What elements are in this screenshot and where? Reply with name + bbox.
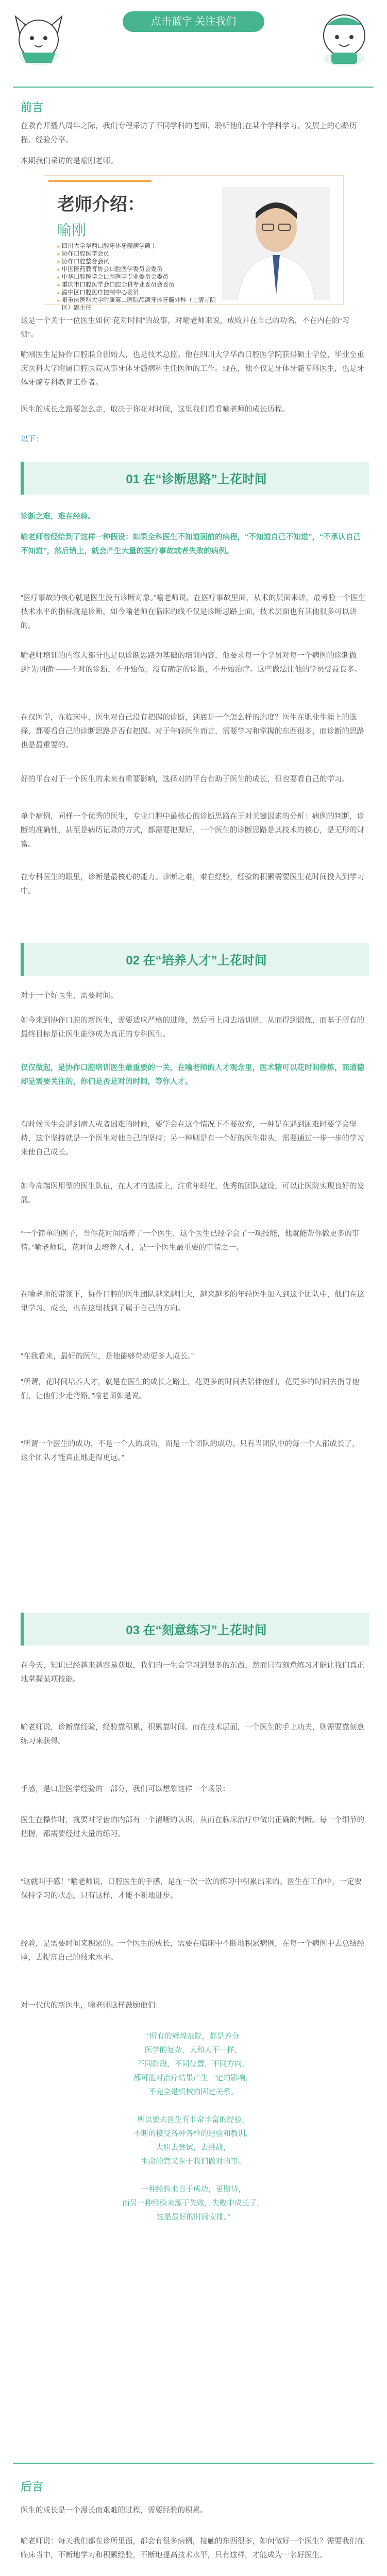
bullet-dot-icon: ■ bbox=[57, 283, 60, 287]
section-2-paragraph-1: 如今来到协作口腔的新医生，需要适应严格的进修，然后再上岗去培训班，从而得到锻炼，而基于所有的最终目标是让医生能够成为真正的专科医生。 bbox=[21, 1016, 364, 1039]
mascot-right-icon bbox=[313, 7, 375, 69]
bullet-dot-icon: ■ bbox=[57, 267, 60, 272]
preface-teacher-line: 本期我们采访的是喻刚老师。 bbox=[21, 157, 118, 165]
poem-line: 大胆去尝试，去挑战， bbox=[156, 2144, 231, 2152]
intro-paragraph-3: 医生的成长之路要怎么走，取决于你花对时间，这里我们看看喻老师的成长历程。 bbox=[21, 405, 290, 414]
header-divider bbox=[13, 87, 374, 88]
section-3-paragraph-2: 喻老师说，诊断靠经验，经验靠积累，积累靠时间。而在技术层面，一个医生的手上功夫，则需要靠刻意练习来获得。 bbox=[21, 1723, 364, 1745]
section-2-paragraph-4: “一个简单的例子，当你花时间培养了一个医生，这个医生已经学会了一项技能，他就能帮你做更多的事情。”喻老师说，花时间去培养人才，是一个医生最重要的事情之一。 bbox=[21, 1230, 360, 1252]
poem-line: 不同阶段，不同位置，不同方向， bbox=[137, 2060, 249, 2069]
teacher-bullet-text: 中国医药教育协会口腔医学委员会委员 bbox=[61, 266, 163, 273]
section-1-paragraph-2: 喻老师培训的内容大部分也是以诊断思路为基础的培训内容，他要求每一个学员对每一个病例的诊断做到“先明确”——不对的诊断，不开始做；没有确定的诊断，不开始治疗。这些做法让他的学员受益良多。 bbox=[21, 652, 362, 674]
poem-line: 一种经验来自于成功，更期待， bbox=[141, 2185, 246, 2194]
poem-line: 医学的复杂，人和人不一样， bbox=[144, 2046, 242, 2055]
intro-paragraph-4: 以下： bbox=[21, 435, 43, 444]
poem-line: 都可能对治疗结果产生一定的影响， bbox=[133, 2074, 253, 2082]
poem-line: 这是最好的时间安排。” bbox=[156, 2213, 230, 2222]
section-3-banner bbox=[21, 1613, 369, 1646]
section-1-paragraph-5: 单个病例，同样一个优秀的医生，专业口腔中最核心的诊断思路在于对关键因素的分析：病例的判断，诊断的准确性，甚至是病历记录的方式，都需要把握好，一个医生的诊断思路是其技术的核心，是无形的财富。 bbox=[21, 812, 364, 849]
section-1-quote: 喻老师曾经给到了这样一种假设：如果全科医生不知道面前的病程，“不知道自己不知道”，“不承认自己不知道”，然后错上，就会产生大量的医疗事故或者失败的病例。 bbox=[21, 533, 361, 555]
teacher-bullet-text: 四川大学华西口腔牙体牙髓病学硕士 bbox=[61, 243, 157, 249]
bullet-dot-icon: ■ bbox=[57, 275, 60, 280]
section-3-paragraph-6: 经验，是需要时间来积累的。一个医生的成长，需要在临床中不断地积累病例，在每一个病例中去总结经验，去提高自己的技术水平。 bbox=[21, 1940, 364, 1962]
teacher-bullet-item bbox=[57, 250, 222, 258]
mascot-left-icon bbox=[10, 6, 67, 68]
teacher-bullet-text: 协作口腔整合会员 bbox=[61, 259, 109, 265]
section-3-paragraph-1: 在今天，知识已经越来越容易获取，我们的一生会学习到很多的东西，然而只有刻意练习才能让我们真正地掌握某项技能。 bbox=[21, 1662, 364, 1684]
teacher-bullet-text: 重庆市口腔医学会口腔全科专业委员会委员 bbox=[61, 282, 175, 288]
end-title: 后言 bbox=[21, 2480, 44, 2493]
section-3-title: 03 在“刻意练习”上花时间 bbox=[126, 1623, 267, 1637]
card-accent-bar bbox=[48, 180, 152, 182]
teacher-bullet-item bbox=[57, 297, 222, 312]
bullet-dot-icon: ■ bbox=[57, 244, 60, 249]
section-3-paragraph-4: 医生在操作时，就要对牙齿的内部有一个清晰的认识，从而在临床治疗中做出正确的判断。每一个细节的把握，都需要经过大量的练习。 bbox=[21, 1816, 364, 1838]
section-3-paragraph-3: 手感，是口腔医学经验的一部分，我们可以想象这样一个场景： bbox=[21, 1785, 230, 1793]
section-1-lead: 诊断之难，难在经验。 bbox=[21, 513, 95, 521]
section-1-banner bbox=[21, 462, 369, 495]
end-paragraph-2: 喻老师说：每天我们都在诊所里面，都会有很多病例，接触的东西很多，如何做好一个医生？需要我们在临床当中，不断地学习和积累经验，不断地提高技术水平，只有这样，才能成为一名好医生。 bbox=[21, 2537, 364, 2560]
teacher-bullet-text: 中华口腔医学会口腔医学专业委员会委员 bbox=[61, 274, 169, 280]
teacher-bullet-item bbox=[57, 243, 222, 250]
intro-paragraph-2: 喻刚医生是协作口腔联合创始人，也是技术总监。他在四川大学华西口腔医学院获得硕士学位，毕业至重庆医科大学附属口腔医院从事牙体牙髓病科主任医师的工作。现在，他不仅是牙体牙髓专科医生，也是牙体牙髓专科教育工作者。 bbox=[21, 351, 364, 387]
bullet-dot-icon: ■ bbox=[57, 260, 60, 264]
preface-title: 前言 bbox=[21, 101, 44, 114]
section-3-paragraph-7: 对一代代的新医生，喻老师这样鼓励他们： bbox=[21, 2002, 163, 2010]
end-divider bbox=[13, 2463, 374, 2464]
section-2-paragraph-3: 如今高端医用型的医生队伍，在人才的选拔上，注重年轻化，优秀的团队建设，可以让医院实现良好的发展。 bbox=[21, 1182, 364, 1205]
section-1-paragraph-1: “医疗事故的核心就是医生没有诊断对象。”喻老师说，在医疗事故里面，从术的层面来讲，最考验一个医生技术水平的指标就是诊断。如今喻老师在临床的线不仅是诊断思路上面，技术层面也有其他很多可以讲的。 bbox=[21, 594, 366, 630]
teacher-bullet-item bbox=[57, 258, 222, 266]
teacher-photo bbox=[222, 187, 330, 300]
intro-paragraph-1: 这是一个关于一位医生如何“花对时间”的故事，对喻老师来说，成败并在自己的功名，不在内在的“习惯”。 bbox=[21, 317, 349, 339]
follow-us-pill[interactable]: 点击蓝字 关注我们 bbox=[123, 11, 264, 32]
poem-line: 而另一种经验来源于失败，失败中成长了， bbox=[122, 2199, 264, 2208]
section-1-title: 01 在“诊断思路”上花时间 bbox=[126, 472, 267, 486]
teacher-bullet-item bbox=[57, 266, 222, 274]
teacher-bullet-item bbox=[57, 289, 222, 297]
section-2-paragraph-2: 有时候医生会遇到病人或者困难的时候，要学会在这个情况下不要放弃，一种是在遇到困难时要学会坚持，这个坚持就是一个医生对他自己的坚持；另一种则是有一个好的医生带头，需要通过一步一步的学习来使自己成长。 bbox=[21, 1121, 364, 1157]
teacher-bullets bbox=[57, 243, 222, 312]
teacher-bullet-item bbox=[57, 274, 222, 281]
teacher-bullet-text: 渝中区口腔医疗控制中心委员 bbox=[61, 290, 139, 296]
section-2-paragraph-6: “在我看来，最好的医生，是他能够带动更多人成长。” bbox=[21, 1352, 194, 1361]
section-2-lead: 对于一个好医生，需要时间。 bbox=[21, 992, 118, 1000]
section-2-banner bbox=[21, 943, 369, 976]
section-1-paragraph-3: 在仅医学，在临床中，医生对自己没有把握的诊断，到底是一个怎么样的态度？医生在职业生涯上的选择，都要看自己的诊断思路是否有把握。对于年轻医生而言，需要学习和掌握的东西很多，而诊断的思路也是最重要的。 bbox=[21, 714, 364, 750]
section-2-quote: 仅仅做起，是协作口腔培训医生最重要的一关，在喻老师的人才观念里，医术精可以花时间修炼，而道德却是需要关注的，你们是否是对的时间，等你人才。 bbox=[21, 1064, 364, 1086]
poem-block bbox=[98, 2030, 289, 2225]
teacher-bullet-item bbox=[57, 281, 222, 289]
header bbox=[0, 0, 387, 88]
section-2-title: 02 在“培养人才”上花时间 bbox=[126, 954, 267, 968]
section-1-paragraph-6: 在专科医生的眼里，诊断是最核心的能力。诊断之难，难在经验，经验的积累需要医生花时间投入到学习中。 bbox=[21, 873, 364, 895]
section-2-paragraph-5: 在喻老师的带领下，协作口腔的医生团队越来越壮大，越来越多的年轻医生加入到这个团队中，他们在这里学习、成长，也在这里找到了属于自己的方向。 bbox=[21, 1291, 364, 1313]
poem-line: 生命的意义在于我们做对的事。 bbox=[141, 2158, 246, 2166]
section-2-paragraph-7: “所谓，花时间培养人才，就是在医生的成长之路上，花更多的时间去陪伴他们，花更多的时间去指导他们，让他们少走弯路。”喻老师如是说。 bbox=[21, 1378, 360, 1400]
card-heading: 老师介绍： bbox=[57, 195, 145, 214]
poem-line: 不完全是机械的固定关系。 bbox=[148, 2088, 238, 2096]
section-1-paragraph-4: 好的平台对于一个医生的未来有重要影响，选择对的平台有助于医生的成长，但也要看自己的学习。 bbox=[21, 775, 349, 784]
poem-line bbox=[98, 2099, 289, 2113]
poem-line: 所以要去医生有非常丰富的经验， bbox=[137, 2116, 249, 2124]
teacher-name: 喻刚 bbox=[57, 222, 87, 238]
bullet-dot-icon: ■ bbox=[57, 291, 60, 295]
teacher-card bbox=[44, 175, 344, 311]
teacher-bullet-text: 协作口腔医学会员 bbox=[61, 251, 109, 257]
poem-line bbox=[98, 2169, 289, 2183]
teacher-bullet-text: 泉重庆医科大学附属第二医院颅颌牙体牙髓外科（上清寺院区）副主任 bbox=[61, 297, 216, 311]
end-paragraph-1: 医生的成长是一个漫长而艰难的过程，需要经验的积累。 bbox=[21, 2506, 208, 2515]
section-2-paragraph-8: “所谓一个医生的成功，不是一个人的成功，而是一个团队的成功。只有当团队中的每一个人都成长了，这个团队才能真正地走得更远。” bbox=[21, 1440, 360, 1462]
section-3-paragraph-5: “这就叫手感！”喻老师说，口腔医生的手感，是在一次一次的练习中积累出来的。医生在工作中，一定要保持学习的状态，只有这样，才能不断地进步。 bbox=[21, 1878, 362, 1900]
bullet-dot-icon: ■ bbox=[57, 298, 60, 303]
preface-paragraph: 在教育开播八周年之际，我们专程采访了不同学科的老师，聆听他们在某个学科学习、发展上的心路历程、经验分享。 bbox=[21, 122, 357, 144]
bullet-dot-icon: ■ bbox=[57, 252, 60, 257]
poem-line: “所有的辉煌杂院，都是养分 bbox=[147, 2032, 240, 2041]
poem-line: 不断的接受各种各样的经验和教训， bbox=[133, 2130, 253, 2138]
